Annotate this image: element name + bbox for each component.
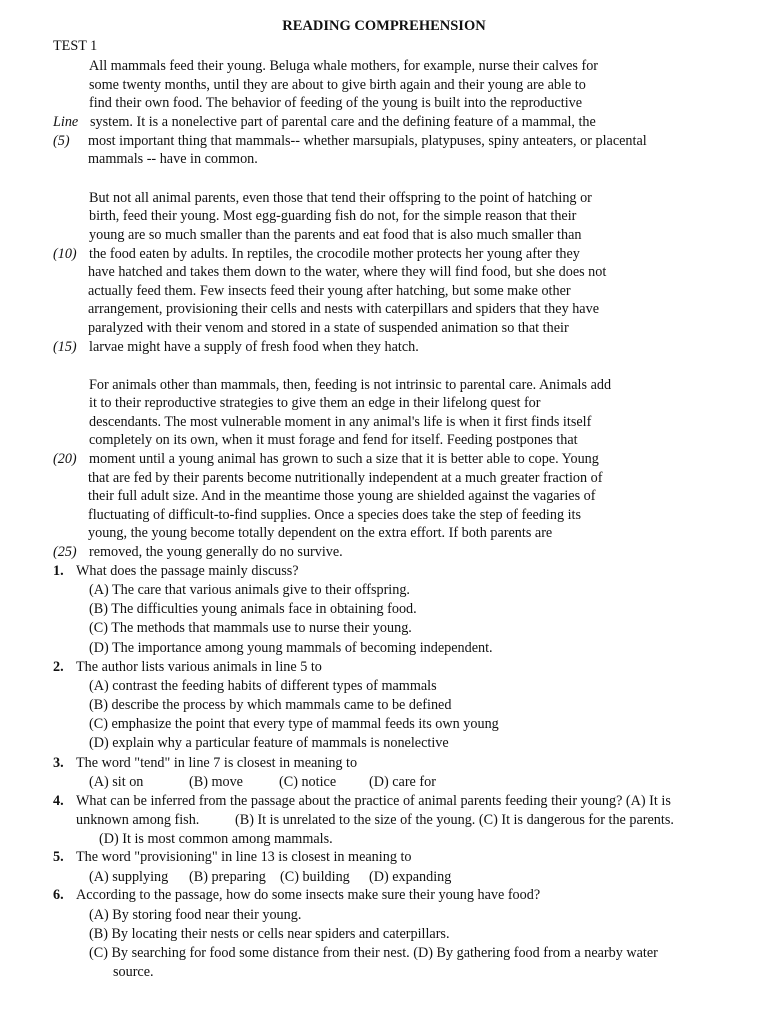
passage-line: it to their reproductive strategies to give them an edge in their lifelong quest for [89,395,541,411]
answer-option[interactable]: (C) By searching for food some distance from their nest. (D) By gathering food from a nearby water [89,945,658,961]
passage-line: fluctuating of difficult-to-find supplies. Once a species does take the step of feeding its [88,507,582,523]
passage-line: mammals -- have in common. [88,151,258,167]
question-text: The word "tend" in line 7 is closest in meaning to [76,755,358,771]
passage-line: young are so much smaller than the parents and eat food that is also much smaller than [89,227,582,243]
passage-line: removed, the young generally do no survive. [89,544,343,560]
answer-option[interactable]: (C) emphasize the point that every type of mammal feeds its own young [89,716,499,732]
answer-option[interactable]: (D) The importance among young mammals of becoming independent. [89,640,493,656]
passage-line: All mammals feed their young. Beluga whale mothers, for example, nurse their calves for [89,58,599,74]
passage-line: young, the young become totally dependent on the extra effort. If both parents are [88,525,553,541]
passage-line: descendants. The most vulnerable moment in any animal's life is when it first finds itself [89,414,592,430]
answer-option[interactable]: (B) By locating their nests or cells near spiders and caterpillars. [89,926,450,942]
answer-option[interactable]: (B) move [189,774,243,790]
question-number: 5. [53,849,64,865]
passage-line: some twenty months, until they are about to give birth again and their young are able to [89,77,586,93]
question-number: 6. [53,887,64,903]
question-number: 3. [53,755,64,771]
question-text-continuation: unknown among fish. [76,812,200,828]
passage-line: But not all animal parents, even those that tend their offspring to the point of hatching or [89,190,592,206]
answer-option[interactable]: (A) supplying [89,869,169,885]
passage-line: most important thing that mammals-- whether marsupials, platypuses, spiny anteaters, or placental [88,133,647,149]
answer-option[interactable]: (C) The methods that mammals use to nurse their young. [89,620,412,636]
line-marker: (20) [53,451,77,467]
question-number: 2. [53,659,64,675]
question-text: What does the passage mainly discuss? [76,563,299,579]
answer-option[interactable]: (A) The care that various animals give to their offspring. [89,582,410,598]
question-text: The author lists various animals in line 5 to [76,659,322,675]
passage-line: For animals other than mammals, then, feeding is not intrinsic to parental care. Animals add [89,377,612,393]
answer-option[interactable]: (D) expanding [369,869,452,885]
answer-option[interactable]: (A) contrast the feeding habits of different types of mammals [89,678,437,694]
passage-line: completely on its own, when it must forage and fend for itself. Feeding postpones that [89,432,578,448]
question-text: The word "provisioning" in line 13 is closest in meaning to [76,849,412,865]
answer-option[interactable]: (B) The difficulties young animals face in obtaining food. [89,601,417,617]
passage-line: paralyzed with their venom and stored in a state of suspended animation so that their [88,320,569,336]
passage-line: larvae might have a supply of fresh food when they hatch. [89,339,419,355]
passage-line: birth, feed their young. Most egg-guarding fish do not, for the simple reason that their [89,208,577,224]
question-text: What can be inferred from the passage about the practice of animal parents feeding their young? (A) It is [76,793,671,809]
answer-option[interactable]: (B) preparing [189,869,266,885]
passage-line: their full adult size. And in the meantime those young are shielded against the vagaries of [88,488,596,504]
answer-option[interactable]: (C) notice [279,774,337,790]
answer-option[interactable]: (C) building [280,869,350,885]
page-title: READING COMPREHENSION [282,18,486,34]
answer-option[interactable]: (B) describe the process by which mammals came to be defined [89,697,452,713]
answer-option[interactable]: (D) explain why a particular feature of mammals is nonelective [89,735,449,751]
passage-line: moment until a young animal has grown to such a size that it is better able to cope. Young [89,451,599,467]
answer-option[interactable]: (D) It is most common among mammals. [99,831,333,847]
passage-line: the food eaten by adults. In reptiles, the crocodile mother protects her young after they [89,246,580,262]
line-marker: (5) [53,133,70,149]
question-number: 4. [53,793,64,809]
answer-option[interactable]: (A) sit on [89,774,144,790]
line-marker: Line [53,114,79,130]
passage-line: find their own food. The behavior of feeding of the young is built into the reproductive [89,95,583,111]
passage-line: actually feed them. Few insects feed their young after hatching, but some make other [88,283,571,299]
line-marker: (10) [53,246,77,262]
line-marker: (15) [53,339,77,355]
question-text: According to the passage, how do some insects make sure their young have food? [76,887,541,903]
answer-option[interactable]: (B) It is unrelated to the size of the young. (C) It is dangerous for the parents. [235,812,674,828]
answer-option-continuation: source. [113,964,154,980]
passage-line: have hatched and takes them down to the water, where they will find food, but she does not [88,264,607,280]
passage-line: system. It is a nonelective part of parental care and the defining feature of a mammal, the [90,114,596,130]
question-number: 1. [53,563,64,579]
answer-option[interactable]: (A) By storing food near their young. [89,907,302,923]
test-label: TEST 1 [53,38,98,54]
passage-line: arrangement, provisioning their cells and nests with caterpillars and spiders that they have [88,301,599,317]
answer-option[interactable]: (D) care for [369,774,436,790]
line-marker: (25) [53,544,77,560]
passage-line: that are fed by their parents become nutritionally independent at a much greater fraction of [88,470,603,486]
